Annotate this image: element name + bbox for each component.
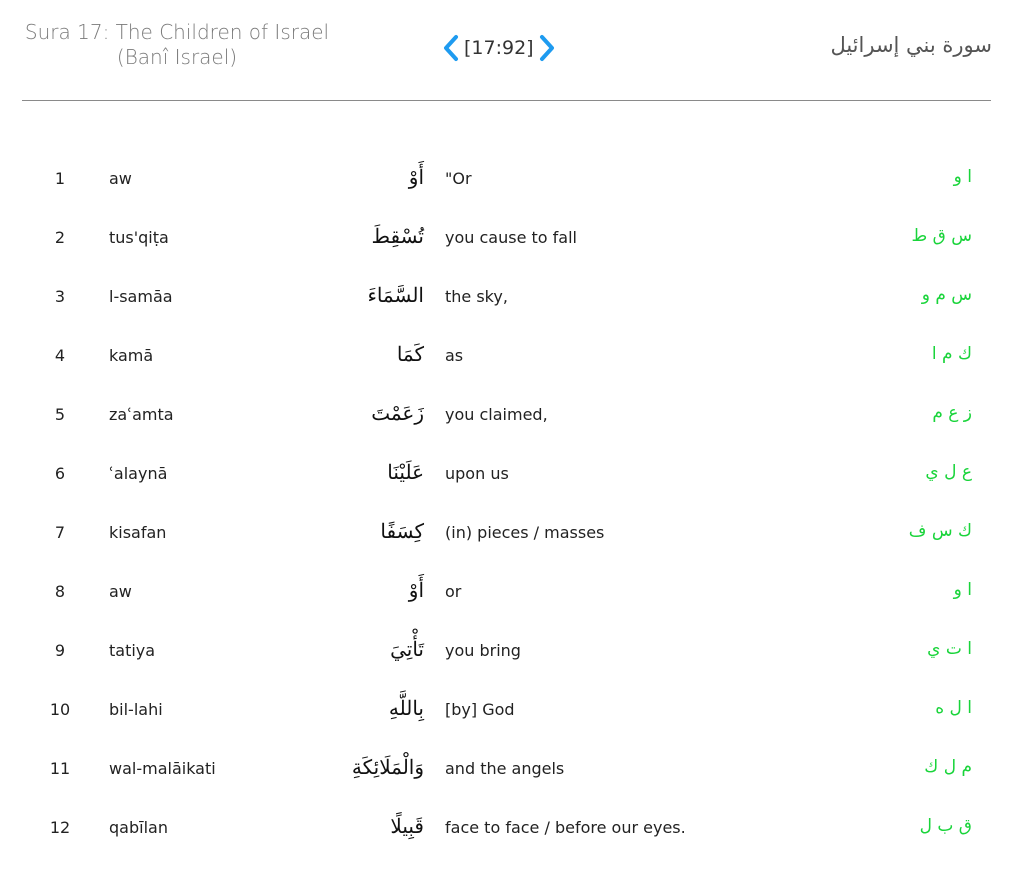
- word-transliteration: aw: [109, 169, 132, 188]
- word-row: [0, 446, 1024, 505]
- word-number: 1: [54, 169, 66, 188]
- word-number: 6: [54, 464, 66, 483]
- word-by-word-table: [0, 151, 1024, 859]
- word-translation: (in) pieces / masses: [445, 523, 605, 542]
- word-transliteration: zaʿamta: [109, 405, 174, 424]
- word-arabic: عَلَيْنَا: [387, 460, 424, 484]
- word-arabic: تَأْتِيَ: [390, 637, 424, 661]
- word-arabic: تُسْقِطَ: [371, 224, 424, 248]
- word-root-link[interactable]: م ل ك: [924, 757, 972, 777]
- word-transliteration: kamā: [109, 346, 154, 365]
- word-transliteration: wal-malāikati: [109, 759, 216, 778]
- word-arabic: أَوْ: [408, 165, 424, 189]
- word-number: 3: [54, 287, 66, 306]
- word-root-link[interactable]: ا ل ه: [935, 698, 972, 718]
- word-translation: and the angels: [445, 759, 565, 778]
- previous-verse-button[interactable]: [440, 32, 462, 64]
- next-verse-button[interactable]: [536, 32, 558, 64]
- word-arabic: قَبِيلًا: [390, 814, 424, 838]
- word-translation: the sky,: [445, 287, 508, 306]
- sura-title: [22, 20, 332, 70]
- word-transliteration: qabīlan: [109, 818, 168, 837]
- word-root-link[interactable]: س م و: [921, 285, 972, 305]
- word-row: [0, 564, 1024, 623]
- word-number: 4: [54, 346, 66, 365]
- word-transliteration: tatiya: [109, 641, 156, 660]
- word-number: 11: [49, 759, 71, 778]
- word-row: [0, 151, 1024, 210]
- word-translation: you cause to fall: [445, 228, 577, 247]
- word-translation: you bring: [445, 641, 521, 660]
- word-row: [0, 800, 1024, 859]
- word-row: [0, 505, 1024, 564]
- word-row: [0, 210, 1024, 269]
- word-translation: face to face / before our eyes.: [445, 818, 686, 837]
- header-divider: [22, 100, 991, 101]
- word-transliteration: aw: [109, 582, 132, 601]
- word-row: [0, 269, 1024, 328]
- word-arabic: وَالْمَلَائِكَةِ: [351, 755, 424, 779]
- word-root-link[interactable]: ا ت ي: [927, 639, 972, 659]
- word-transliteration: kisafan: [109, 523, 167, 542]
- word-translation: "Or: [445, 169, 472, 188]
- word-root-link[interactable]: ق ب ل: [919, 816, 972, 836]
- word-number: 2: [54, 228, 66, 247]
- word-number: 12: [49, 818, 71, 837]
- word-root-link[interactable]: س ق ط: [911, 226, 972, 246]
- word-root-link[interactable]: ا و: [953, 580, 972, 600]
- word-transliteration: ʿalaynā: [109, 464, 168, 483]
- word-number: 8: [54, 582, 66, 601]
- arabic-sura-title: سورة بني إسرائيل: [830, 33, 992, 57]
- word-root-link[interactable]: ع ل ي: [925, 462, 972, 482]
- word-row: [0, 328, 1024, 387]
- word-number: 5: [54, 405, 66, 424]
- word-row: [0, 387, 1024, 446]
- sura-title-line2: (Banî Israel): [116, 45, 238, 69]
- word-number: 10: [49, 700, 71, 719]
- word-row: [0, 682, 1024, 741]
- word-translation: as: [445, 346, 464, 365]
- word-arabic: بِاللَّهِ: [388, 696, 424, 720]
- word-transliteration: tus'qiṭa: [109, 228, 169, 247]
- word-arabic: كَمَا: [396, 342, 424, 366]
- word-row: [0, 623, 1024, 682]
- word-translation: or: [445, 582, 462, 601]
- sura-title-line1: Sura 17: The Children of Israel: [24, 20, 330, 44]
- word-translation: [by] God: [445, 700, 515, 719]
- word-row: [0, 741, 1024, 800]
- verse-reference: [17:92]: [464, 37, 534, 59]
- chevron-right-icon: [538, 34, 556, 62]
- header: [0, 0, 1024, 100]
- word-root-link[interactable]: ك س ف: [908, 521, 972, 541]
- word-arabic: زَعَمْتَ: [371, 401, 424, 425]
- word-root-link[interactable]: ا و: [953, 167, 972, 187]
- word-translation: upon us: [445, 464, 509, 483]
- word-transliteration: bil-lahi: [109, 700, 163, 719]
- word-transliteration: l-samāa: [109, 287, 173, 306]
- verse-navigator: [440, 30, 558, 66]
- word-arabic: كِسَفًا: [380, 519, 424, 543]
- word-root-link[interactable]: ك م ا: [931, 344, 972, 364]
- word-arabic: أَوْ: [408, 578, 424, 602]
- word-number: 7: [54, 523, 66, 542]
- word-arabic: السَّمَاءَ: [367, 283, 424, 307]
- word-translation: you claimed,: [445, 405, 548, 424]
- chevron-left-icon: [442, 34, 460, 62]
- word-root-link[interactable]: ز ع م: [932, 403, 972, 423]
- word-number: 9: [54, 641, 66, 660]
